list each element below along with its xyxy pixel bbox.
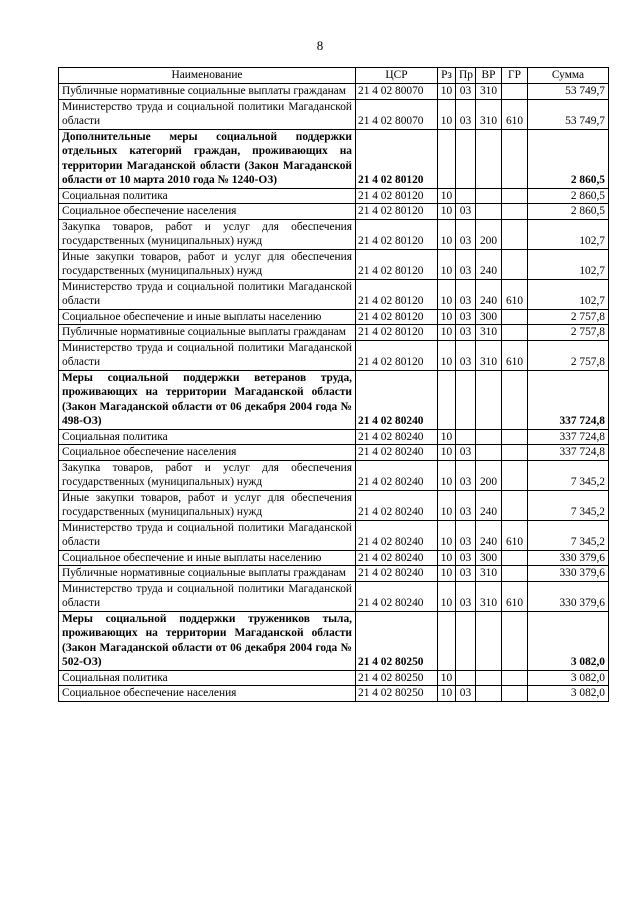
row-gr bbox=[502, 460, 528, 490]
row-name: Меры социальной поддержки ветеранов труда, проживающих на территории Магаданской области (Закон Магаданской области от 06 декабря 2004 года № 498-ОЗ) bbox=[59, 370, 356, 429]
row-rz: 10 bbox=[438, 670, 456, 686]
row-vr bbox=[476, 670, 502, 686]
row-csr: 21 4 02 80120 bbox=[356, 340, 438, 370]
row-vr: 310 bbox=[476, 325, 502, 341]
row-vr bbox=[476, 188, 502, 204]
table-row bbox=[59, 490, 609, 520]
row-pr: 03 bbox=[456, 279, 476, 309]
table-row bbox=[59, 99, 609, 129]
row-csr: 21 4 02 80120 bbox=[356, 219, 438, 249]
row-rz bbox=[438, 370, 456, 429]
row-vr: 240 bbox=[476, 249, 502, 279]
row-vr bbox=[476, 686, 502, 702]
row-pr: 03 bbox=[456, 490, 476, 520]
row-rz: 10 bbox=[438, 460, 456, 490]
row-csr: 21 4 02 80120 bbox=[356, 249, 438, 279]
row-pr: 03 bbox=[456, 520, 476, 550]
row-name: Министерство труда и социальной политики Магаданской области bbox=[59, 99, 356, 129]
row-csr: 21 4 02 80240 bbox=[356, 581, 438, 611]
row-vr: 310 bbox=[476, 566, 502, 582]
table-row bbox=[59, 520, 609, 550]
row-name: Меры социальной поддержки тружеников тыла, проживающих на территории Магаданской области (Закон Магаданской области от 06 декабря 2004 года № 502-ОЗ) bbox=[59, 611, 356, 670]
row-gr: 610 bbox=[502, 581, 528, 611]
row-csr: 21 4 02 80240 bbox=[356, 445, 438, 461]
row-pr: 03 bbox=[456, 309, 476, 325]
row-vr: 240 bbox=[476, 490, 502, 520]
row-csr: 21 4 02 80240 bbox=[356, 520, 438, 550]
row-pr: 03 bbox=[456, 99, 476, 129]
row-name: Министерство труда и социальной политики Магаданской области bbox=[59, 279, 356, 309]
row-rz: 10 bbox=[438, 490, 456, 520]
row-name: Дополнительные меры социальной поддержки отдельных категорий граждан, проживающих на территории Магаданской области (Закон Магаданской области от 10 марта 2010 года № 1240-ОЗ) bbox=[59, 129, 356, 188]
row-sum: 7 345,2 bbox=[528, 520, 609, 550]
table-row bbox=[59, 279, 609, 309]
row-csr: 21 4 02 80120 bbox=[356, 279, 438, 309]
row-rz: 10 bbox=[438, 219, 456, 249]
row-pr: 03 bbox=[456, 340, 476, 370]
row-sum: 53 749,7 bbox=[528, 99, 609, 129]
row-csr: 21 4 02 80250 bbox=[356, 611, 438, 670]
row-rz: 10 bbox=[438, 581, 456, 611]
row-pr: 03 bbox=[456, 249, 476, 279]
row-pr bbox=[456, 611, 476, 670]
row-sum: 7 345,2 bbox=[528, 460, 609, 490]
table-row bbox=[59, 309, 609, 325]
row-sum: 337 724,8 bbox=[528, 429, 609, 445]
row-gr bbox=[502, 204, 528, 220]
row-vr: 200 bbox=[476, 219, 502, 249]
table-row bbox=[59, 204, 609, 220]
row-sum: 2 757,8 bbox=[528, 309, 609, 325]
row-csr: 21 4 02 80120 bbox=[356, 204, 438, 220]
row-csr: 21 4 02 80240 bbox=[356, 490, 438, 520]
row-vr: 310 bbox=[476, 99, 502, 129]
table-row bbox=[59, 370, 609, 429]
table-row bbox=[59, 611, 609, 670]
row-name: Социальная политика bbox=[59, 670, 356, 686]
row-sum: 330 379,6 bbox=[528, 581, 609, 611]
row-name: Социальное обеспечение населения bbox=[59, 445, 356, 461]
row-name: Публичные нормативные социальные выплаты гражданам bbox=[59, 84, 356, 100]
row-csr: 21 4 02 80070 bbox=[356, 99, 438, 129]
row-pr: 03 bbox=[456, 581, 476, 611]
row-pr: 03 bbox=[456, 204, 476, 220]
row-sum: 2 757,8 bbox=[528, 325, 609, 341]
header-rz: Рз bbox=[438, 68, 456, 84]
row-name: Социальное обеспечение населения bbox=[59, 686, 356, 702]
row-sum: 102,7 bbox=[528, 279, 609, 309]
row-name: Закупка товаров, работ и услуг для обеспечения государственных (муниципальных) нужд bbox=[59, 219, 356, 249]
page-number: 8 bbox=[316, 38, 324, 53]
table-row bbox=[59, 219, 609, 249]
row-gr: 610 bbox=[502, 279, 528, 309]
row-rz bbox=[438, 611, 456, 670]
row-rz: 10 bbox=[438, 550, 456, 566]
row-gr bbox=[502, 550, 528, 566]
row-sum: 102,7 bbox=[528, 249, 609, 279]
table-row bbox=[59, 566, 609, 582]
row-sum: 7 345,2 bbox=[528, 490, 609, 520]
row-csr: 21 4 02 80120 bbox=[356, 325, 438, 341]
row-rz: 10 bbox=[438, 429, 456, 445]
row-csr: 21 4 02 80240 bbox=[356, 550, 438, 566]
row-vr bbox=[476, 204, 502, 220]
row-rz: 10 bbox=[438, 188, 456, 204]
row-csr: 21 4 02 80240 bbox=[356, 460, 438, 490]
row-pr: 03 bbox=[456, 686, 476, 702]
row-sum: 337 724,8 bbox=[528, 445, 609, 461]
table-row bbox=[59, 445, 609, 461]
row-gr bbox=[502, 370, 528, 429]
row-rz: 10 bbox=[438, 279, 456, 309]
row-sum: 337 724,8 bbox=[528, 370, 609, 429]
row-rz: 10 bbox=[438, 340, 456, 370]
row-vr: 300 bbox=[476, 550, 502, 566]
row-csr: 21 4 02 80250 bbox=[356, 686, 438, 702]
header-pr: Пр bbox=[456, 68, 476, 84]
row-sum: 330 379,6 bbox=[528, 550, 609, 566]
row-gr bbox=[502, 445, 528, 461]
row-vr: 200 bbox=[476, 460, 502, 490]
row-sum: 3 082,0 bbox=[528, 670, 609, 686]
row-vr: 310 bbox=[476, 581, 502, 611]
row-name: Социальное обеспечение населения bbox=[59, 204, 356, 220]
row-sum: 2 860,5 bbox=[528, 188, 609, 204]
row-vr bbox=[476, 429, 502, 445]
row-vr bbox=[476, 370, 502, 429]
row-rz: 10 bbox=[438, 99, 456, 129]
row-gr bbox=[502, 670, 528, 686]
row-gr bbox=[502, 249, 528, 279]
row-vr: 310 bbox=[476, 340, 502, 370]
table-row bbox=[59, 581, 609, 611]
row-gr: 610 bbox=[502, 520, 528, 550]
row-name: Иные закупки товаров, работ и услуг для обеспечения государственных (муниципальных) нужд bbox=[59, 249, 356, 279]
row-csr: 21 4 02 80120 bbox=[356, 188, 438, 204]
row-rz: 10 bbox=[438, 520, 456, 550]
row-gr bbox=[502, 84, 528, 100]
table-row bbox=[59, 129, 609, 188]
row-name: Министерство труда и социальной политики Магаданской области bbox=[59, 340, 356, 370]
table-row bbox=[59, 188, 609, 204]
row-rz: 10 bbox=[438, 566, 456, 582]
row-gr bbox=[502, 490, 528, 520]
row-pr: 03 bbox=[456, 84, 476, 100]
row-sum: 53 749,7 bbox=[528, 84, 609, 100]
row-rz: 10 bbox=[438, 445, 456, 461]
table-row bbox=[59, 340, 609, 370]
row-csr: 21 4 02 80070 bbox=[356, 84, 438, 100]
header-name: Наименование bbox=[59, 68, 356, 84]
row-csr: 21 4 02 80120 bbox=[356, 129, 438, 188]
row-vr bbox=[476, 445, 502, 461]
row-pr: 03 bbox=[456, 460, 476, 490]
table-row bbox=[59, 84, 609, 100]
row-pr bbox=[456, 188, 476, 204]
row-name: Социальное обеспечение и иные выплаты населению bbox=[59, 550, 356, 566]
header-csr: ЦСР bbox=[356, 68, 438, 84]
table-row bbox=[59, 325, 609, 341]
table-row bbox=[59, 249, 609, 279]
row-sum: 3 082,0 bbox=[528, 611, 609, 670]
row-gr bbox=[502, 325, 528, 341]
row-pr bbox=[456, 129, 476, 188]
row-vr bbox=[476, 611, 502, 670]
row-gr bbox=[502, 188, 528, 204]
row-vr bbox=[476, 129, 502, 188]
row-csr: 21 4 02 80240 bbox=[356, 429, 438, 445]
row-pr bbox=[456, 429, 476, 445]
row-vr: 240 bbox=[476, 520, 502, 550]
row-csr: 21 4 02 80240 bbox=[356, 370, 438, 429]
row-rz: 10 bbox=[438, 325, 456, 341]
row-sum: 330 379,6 bbox=[528, 566, 609, 582]
row-rz: 10 bbox=[438, 686, 456, 702]
header-vr: ВР bbox=[476, 68, 502, 84]
table-row bbox=[59, 429, 609, 445]
row-gr: 610 bbox=[502, 99, 528, 129]
row-gr bbox=[502, 429, 528, 445]
table-row bbox=[59, 460, 609, 490]
header-gr: ГР bbox=[502, 68, 528, 84]
row-vr: 240 bbox=[476, 279, 502, 309]
table-row bbox=[59, 686, 609, 702]
row-csr: 21 4 02 80250 bbox=[356, 670, 438, 686]
row-gr bbox=[502, 219, 528, 249]
row-sum: 2 757,8 bbox=[528, 340, 609, 370]
row-sum: 3 082,0 bbox=[528, 686, 609, 702]
row-name: Социальная политика bbox=[59, 188, 356, 204]
row-pr: 03 bbox=[456, 550, 476, 566]
row-rz: 10 bbox=[438, 309, 456, 325]
row-sum: 102,7 bbox=[528, 219, 609, 249]
row-name: Иные закупки товаров, работ и услуг для обеспечения государственных (муниципальных) нужд bbox=[59, 490, 356, 520]
row-rz: 10 bbox=[438, 249, 456, 279]
row-rz bbox=[438, 129, 456, 188]
row-pr: 03 bbox=[456, 445, 476, 461]
header-sum: Сумма bbox=[528, 68, 609, 84]
budget-table bbox=[58, 67, 609, 702]
row-gr bbox=[502, 566, 528, 582]
row-pr: 03 bbox=[456, 566, 476, 582]
table-body bbox=[59, 84, 609, 702]
row-name: Социальная политика bbox=[59, 429, 356, 445]
row-name: Публичные нормативные социальные выплаты гражданам bbox=[59, 566, 356, 582]
table-row bbox=[59, 670, 609, 686]
row-rz: 10 bbox=[438, 204, 456, 220]
row-name: Закупка товаров, работ и услуг для обеспечения государственных (муниципальных) нужд bbox=[59, 460, 356, 490]
row-vr: 300 bbox=[476, 309, 502, 325]
row-pr bbox=[456, 670, 476, 686]
table-row bbox=[59, 550, 609, 566]
row-csr: 21 4 02 80240 bbox=[356, 566, 438, 582]
row-pr: 03 bbox=[456, 325, 476, 341]
row-gr bbox=[502, 309, 528, 325]
row-sum: 2 860,5 bbox=[528, 129, 609, 188]
row-vr: 310 bbox=[476, 84, 502, 100]
row-sum: 2 860,5 bbox=[528, 204, 609, 220]
row-pr bbox=[456, 370, 476, 429]
row-name: Министерство труда и социальной политики Магаданской области bbox=[59, 581, 356, 611]
row-name: Публичные нормативные социальные выплаты гражданам bbox=[59, 325, 356, 341]
row-gr bbox=[502, 686, 528, 702]
row-rz: 10 bbox=[438, 84, 456, 100]
row-gr: 610 bbox=[502, 340, 528, 370]
row-gr bbox=[502, 129, 528, 188]
row-csr: 21 4 02 80120 bbox=[356, 309, 438, 325]
row-name: Министерство труда и социальной политики Магаданской области bbox=[59, 520, 356, 550]
row-gr bbox=[502, 611, 528, 670]
row-name: Социальное обеспечение и иные выплаты населению bbox=[59, 309, 356, 325]
row-pr: 03 bbox=[456, 219, 476, 249]
table-header bbox=[59, 68, 609, 84]
